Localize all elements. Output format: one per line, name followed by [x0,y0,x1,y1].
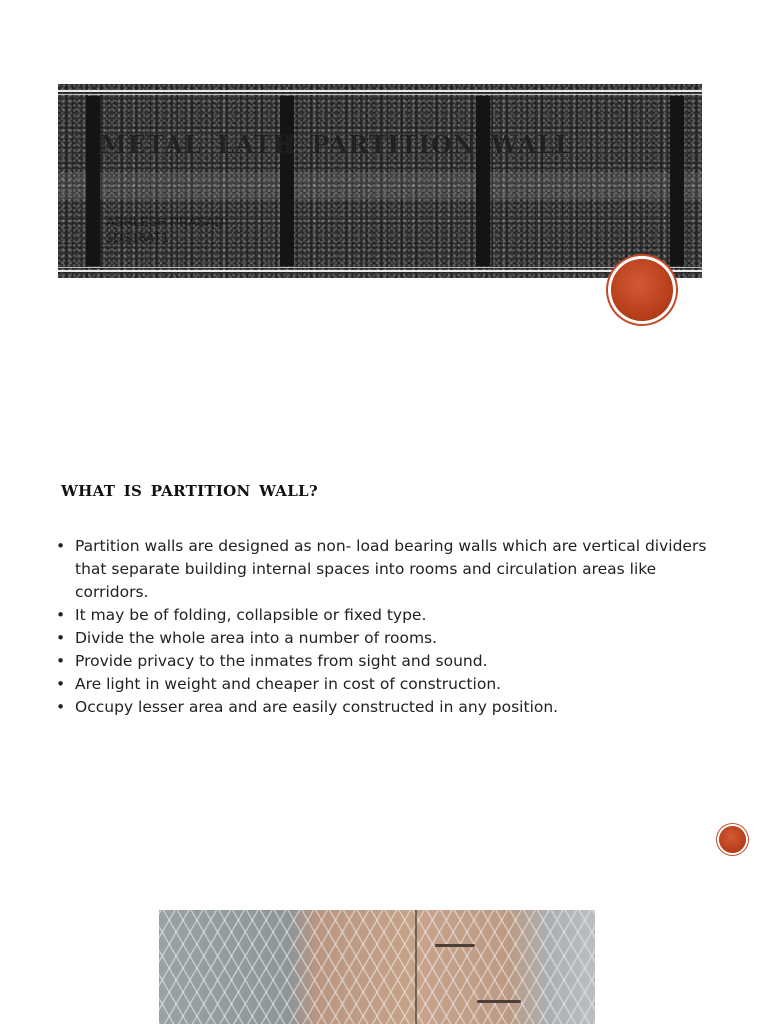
bullet-list [56,535,716,719]
title-banner [58,84,702,278]
list-item-text: Divide the whole area into a number of rooms. [75,629,438,647]
bullet-icon: • [56,652,66,670]
list-item-text: Are light in weight and cheaper in cost of construction. [75,675,502,693]
author-name: ASHLESH PRASAD [106,214,224,229]
list-item [56,650,716,673]
author-block [106,214,224,246]
list-item [56,696,716,719]
slide-title: METAL LATH PARTITION WALL [100,130,573,159]
banner-rail [58,267,702,268]
bullet-icon: • [56,675,66,693]
banner-rail [58,270,702,272]
list-item-text: Occupy lesser area and are easily constructed in any position. [75,698,559,716]
metal-lath-photo [159,910,595,1024]
bullet-icon: • [56,698,66,716]
bullet-icon: • [56,606,66,624]
title-slide [0,0,768,400]
banner-post [670,96,684,266]
list-item [56,673,716,696]
banner-rail [58,90,702,92]
image-slide [0,880,768,1024]
list-item-text: It may be of folding, collapsible or fixed type. [75,606,427,624]
list-item [56,627,716,650]
author-id: 1DS18AT1 [106,230,169,245]
banner-rail [58,94,702,95]
list-item [56,535,716,604]
banner-post [476,96,490,266]
photo-seam [415,910,417,1024]
list-item-text: Provide privacy to the inmates from sight and sound. [75,652,488,670]
decorative-orb [719,826,746,853]
banner-post [86,96,100,266]
decorative-orb [611,259,673,321]
bullet-icon: • [56,629,66,647]
slide-heading: WHAT IS PARTITION WALL? [61,482,318,500]
list-item-text: Partition walls are designed as non- load bearing walls which are vertical dividers that separate building internal spaces into rooms and circulation areas like corridors. [75,537,707,601]
photo-nail [477,1000,521,1003]
photo-nail [435,944,475,947]
list-item [56,604,716,627]
banner-post [280,96,294,266]
banner-band [58,172,702,200]
bullet-icon: • [56,537,66,555]
content-slide [0,400,768,880]
